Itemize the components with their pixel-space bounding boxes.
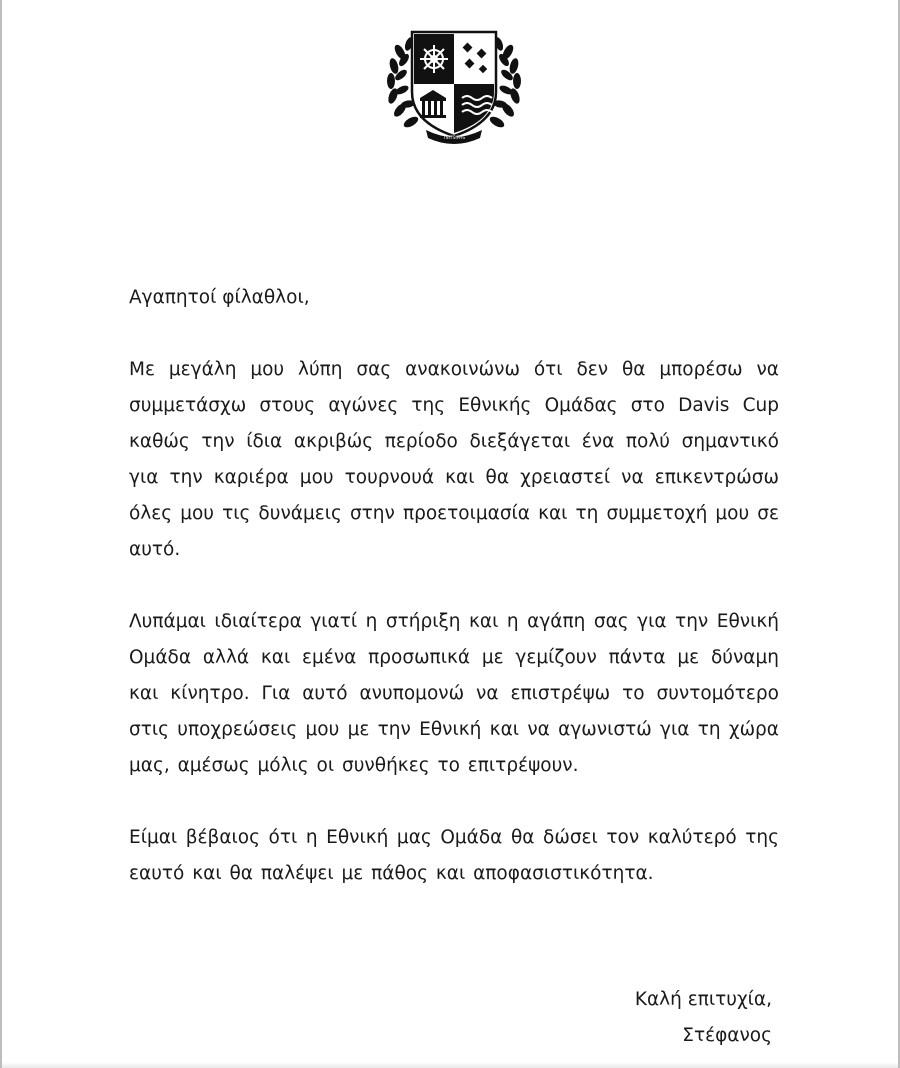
helm-wheel-icon	[420, 45, 448, 73]
closing-line: Καλή επιτυχία,	[634, 989, 772, 1010]
crest-logo	[382, 22, 526, 146]
page-bottom-edge	[2, 1062, 898, 1068]
letter-body	[129, 280, 779, 928]
paragraph-1: Με μεγάλη μου λύπη σας ανακοινώνω ότι δεν θα μπορέσω να συμμετάσχω στους αγώνες της Εθνικής Ομάδας στο Davis Cup καθώς την ίδια ακριβώς περίοδο διεξάγεται ένα πολύ σημαντικό για την καριέρα μου τουρνουά και θα χρειαστεί να επικεντρώσω όλες μου τις δυνάμεις στην προετοιμασία και τη συμμετοχή μου σε αυτό.	[129, 359, 779, 560]
paragraph-2: Λυπάμαι ιδιαίτερα γιατί η στήριξη και η αγάπη σας για την Εθνική Ομάδα αλλά και εμένα προσωπικά με γεμίζουν πάντα με δύναμη και κίνητρο. Για αυτό ανυπομονώ να επιστρέψω το συντομότερο στις υποχρεώσεις μου με την Εθνική και να αγωνιστώ για τη χώρα μας, αμέσως μόλις οι συνθήκες το επιτρέψουν.	[129, 611, 779, 776]
salutation: Αγαπητοί φίλαθλοι,	[129, 287, 310, 308]
crest-motto: TSITSIPAS	[442, 136, 466, 141]
signature-name: Στέφανος	[682, 1025, 772, 1046]
paragraph-3: Είμαι βέβαιος ότι η Εθνική μας Ομάδα θα δώσει τον καλύτερό της εαυτό και θα παλέψει με πάθος και αποφασιστικότητα.	[129, 827, 779, 884]
letter-closing	[635, 982, 772, 1054]
laurel-shield-crest-icon	[382, 22, 526, 146]
